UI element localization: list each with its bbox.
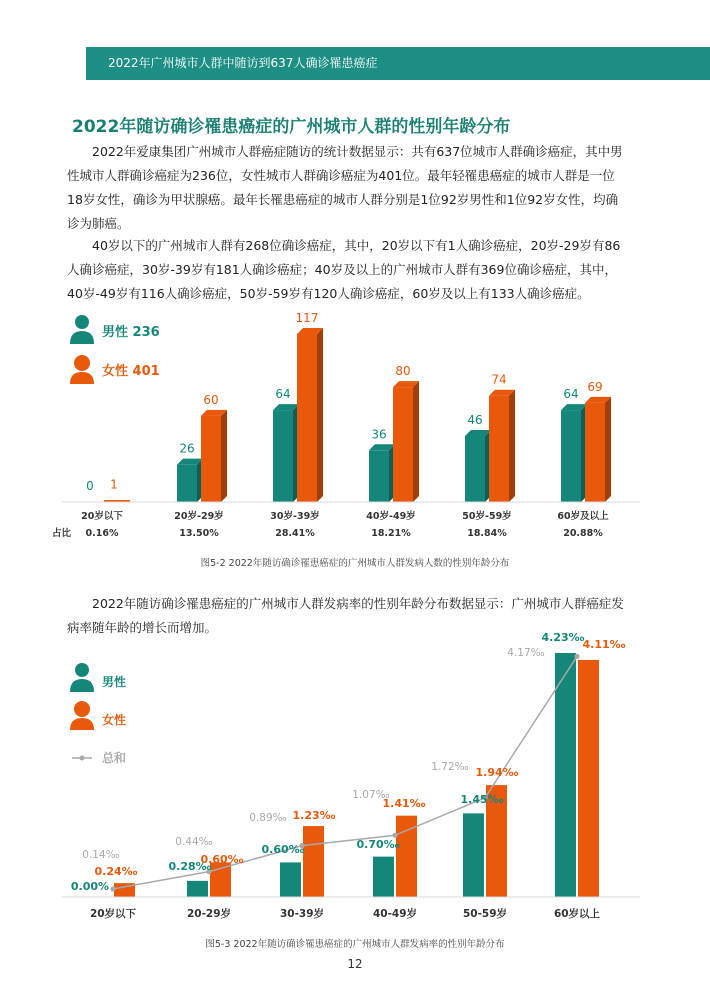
category-label: 20岁以下 xyxy=(89,908,137,920)
data-label-male: 36 xyxy=(371,427,387,442)
data-label-female: 117 xyxy=(295,311,319,325)
category-label: 20岁-29岁 xyxy=(174,511,224,522)
data-label-male: 64 xyxy=(275,387,291,402)
bar-female xyxy=(489,390,515,502)
data-label-female: 74 xyxy=(491,372,507,387)
legend2-total-label: 总和 xyxy=(102,751,127,765)
data-label-female: 1.94‰ xyxy=(475,766,519,779)
bar-female xyxy=(297,328,323,502)
bar-male xyxy=(555,653,576,897)
data-label-female: 60 xyxy=(203,392,219,407)
category-label: 60岁及以上 xyxy=(557,511,609,522)
chart-age-gender-incidence xyxy=(0,631,710,930)
category-label: 20岁以下 xyxy=(81,511,123,522)
data-label-female: 69 xyxy=(587,379,603,394)
legend-2 xyxy=(70,663,126,765)
paragraph-2 xyxy=(67,234,627,306)
data-label-total: 1.72‰ xyxy=(431,761,469,773)
total-point xyxy=(110,886,115,891)
bar-male xyxy=(561,404,587,502)
bar-female xyxy=(303,826,324,897)
data-label-total: 0.44‰ xyxy=(175,836,213,848)
data-label-male: 64 xyxy=(563,387,579,402)
page-number: 12 xyxy=(347,957,363,971)
bar-female xyxy=(393,381,419,502)
figure-caption-1: 图5-2 2022年随访确诊罹患癌症的广州城市人群发病人数的性别年龄分布 xyxy=(200,558,510,569)
share-value: 20.88% xyxy=(563,528,603,539)
data-label-female: 1.23‰ xyxy=(292,809,336,822)
data-label-total: 0.14‰ xyxy=(82,849,120,861)
data-label-total: 0.89‰ xyxy=(249,812,287,824)
share-value: 0.16% xyxy=(85,528,119,539)
header-bar xyxy=(86,47,710,80)
section-title: 2022年随访确诊罹患癌症的广州城市人群的性别年龄分布 xyxy=(72,117,511,137)
total-point xyxy=(574,654,579,659)
data-label-female: 1.41‰ xyxy=(382,797,426,810)
bar-male xyxy=(280,862,301,897)
category-label: 20-29岁 xyxy=(186,908,232,920)
share-value: 28.41% xyxy=(275,528,315,539)
category-label: 30-39岁 xyxy=(279,908,325,920)
bar-female xyxy=(585,397,611,502)
data-label-male: 26 xyxy=(179,441,195,456)
bar-male xyxy=(177,459,203,502)
category-label: 50-59岁 xyxy=(462,908,508,920)
data-label-male: 0.00% xyxy=(70,880,110,893)
female-person-icon xyxy=(70,355,94,384)
share-value: 18.21% xyxy=(371,528,411,539)
bar-female xyxy=(201,410,227,502)
data-label-female: 80 xyxy=(395,364,411,379)
share-value: 18.84% xyxy=(467,528,507,539)
bar-male xyxy=(463,813,484,897)
paragraph-1 xyxy=(67,140,627,236)
category-label: 60岁以上 xyxy=(553,908,601,920)
data-label-male: 1.45‰ xyxy=(460,793,504,806)
male-person-icon xyxy=(70,663,94,692)
data-label-male: 0 xyxy=(86,479,94,493)
category-label: 30岁-39岁 xyxy=(270,511,320,522)
bar-male xyxy=(273,404,299,502)
data-label-female: 1 xyxy=(110,477,118,492)
legend2-female-label: 女性 xyxy=(102,713,127,727)
total-line-icon xyxy=(72,756,92,761)
share-value: 13.50% xyxy=(179,528,219,539)
bar-male xyxy=(187,881,208,897)
paragraph-3-text: 2022年随访确诊罹患癌症的广州城市人群发病率的性别年龄分布数据显示：广州城市人群癌症发病率随年龄的增长而增加。 xyxy=(67,596,624,635)
legend-1 xyxy=(70,315,160,384)
chart-age-gender-cases xyxy=(0,300,710,550)
paragraph-2-text: 40岁以下的广州城市人群有268位确诊癌症，其中，20岁以下有1人确诊癌症，20岁-29岁有86人确诊癌症，30岁-39岁有181人确诊癌症；40岁及以上的广州城市人群有369位确诊癌症，其中，40岁-49岁有116人确诊癌症，50岁-59岁有120人确诊癌症，60岁及以上有133人确诊癌症。 xyxy=(67,238,621,301)
data-label-male: 0.70‰ xyxy=(356,838,400,851)
category-label: 40-49岁 xyxy=(372,908,418,920)
data-label-female: 0.24‰ xyxy=(94,865,138,878)
bar-male xyxy=(373,857,394,897)
data-label-female: 4.11‰ xyxy=(582,638,626,651)
data-label-total: 4.17‰ xyxy=(507,647,545,659)
data-label-total: 1.07‰ xyxy=(352,789,390,801)
bar-male xyxy=(369,444,395,502)
header-title: 2022年广州城市人群中随访到637人确诊罹患癌症 xyxy=(108,56,378,70)
bar-female xyxy=(210,862,231,897)
figure-caption-2: 图5-3 2022年随访确诊罹患癌症的广州城市人群发病率的性别年龄分布 xyxy=(205,939,505,950)
data-label-male: 0.28‰ xyxy=(168,860,212,873)
data-label-female: 0.60‰ xyxy=(200,853,244,866)
paragraph-1-text: 2022年爱康集团广州城市人群癌症随访的统计数据显示：共有637位城市人群确诊癌症，其中男性城市人群确诊癌症为236位，女性城市人群确诊癌症为401位。最年轻罹患癌症的城市人群是一位18岁女性，确诊为甲状腺癌。最年长罹患癌症的城市人群分别是1位92岁男性和1位92岁女性，均确诊为肺癌。 xyxy=(67,144,623,231)
legend2-male-label: 男性 xyxy=(102,675,127,689)
category-label: 40岁-49岁 xyxy=(366,511,416,522)
legend-male-label: 男性 236 xyxy=(102,325,160,340)
bar-female xyxy=(578,660,599,897)
male-person-icon xyxy=(70,315,94,344)
category-label: 50岁-59岁 xyxy=(462,511,512,522)
legend-female-label: 女性 401 xyxy=(102,364,160,379)
data-label-male: 46 xyxy=(467,412,483,427)
data-label-male: 4.23‰ xyxy=(541,631,585,644)
female-person-icon xyxy=(70,701,94,730)
data-label-male: 0.60‰ xyxy=(261,843,305,856)
share-label: 占比 xyxy=(52,528,72,539)
bar-male xyxy=(465,430,491,502)
